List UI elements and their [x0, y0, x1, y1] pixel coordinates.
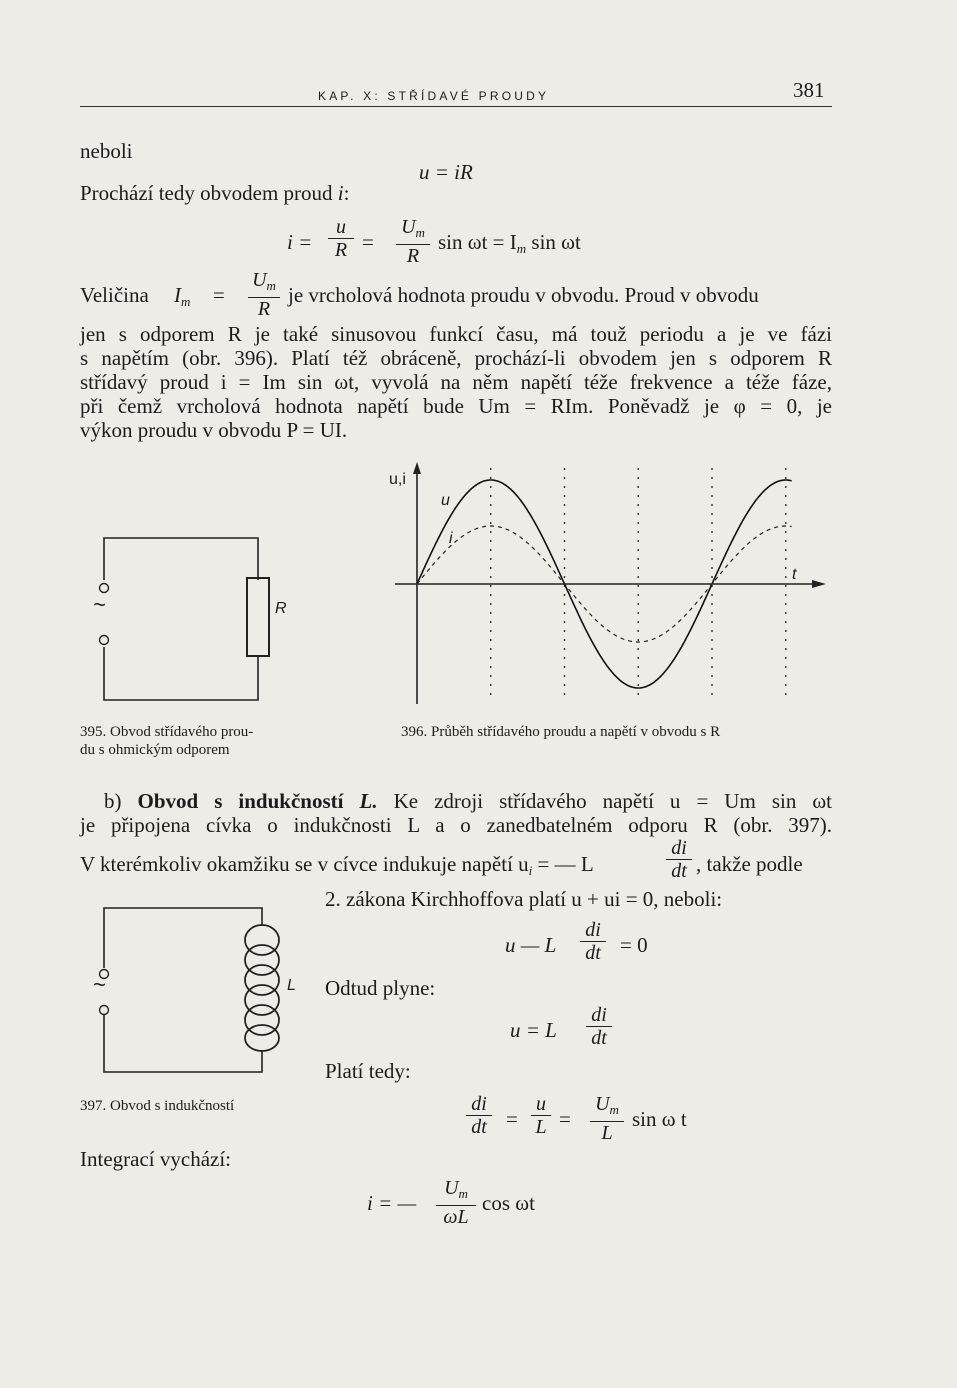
b-line4: 2. zákona Kirchhoffova platí u + ui = 0, neboli: — [325, 887, 723, 911]
eq6-left: i = — — [367, 1191, 417, 1215]
eq6-rest: cos ωt — [482, 1191, 535, 1215]
eq5-frac-Um-L: $U_m$ L — [590, 1094, 624, 1143]
b-line2: je připojena cívka o indukčnosti L a o zanedbatelném odporu R (obr. 397). — [80, 813, 832, 837]
b-line1: b) Obvod s indukčností L. Ke zdroji střídavého napětí u = Um sin ωt — [104, 789, 833, 813]
header-rule — [80, 106, 832, 107]
page-number: 381 — [793, 78, 825, 102]
running-header: KAP. X: STŘÍDAVÉ PROUDY — [318, 89, 550, 103]
fig396-y-axis-arrow — [413, 462, 421, 474]
p1-line1: jen s odporem R je také sinusovou funkcí času, má touž periodu a je ve fázi — [80, 322, 832, 346]
vel-frac-Um-R: $U_m$ R — [248, 270, 280, 319]
eq2-equals: = — [362, 230, 374, 254]
eq5-rest: sin ω t — [632, 1107, 687, 1131]
text-velicina: Veličina — [80, 283, 149, 307]
equation-u-ir: u = iR — [419, 160, 473, 184]
eq5-frac-u-L: u L — [531, 1094, 551, 1137]
text-prochazi: Prochází tedy obvodem proud i: — [80, 181, 350, 205]
eq5-frac-di-dt: di dt — [466, 1094, 492, 1137]
p1-line5: výkon proudu v obvodu P = UI. — [80, 418, 348, 442]
figure-396-waveform — [390, 462, 830, 712]
eq2-rest: $\sin \omega t = I_m$ sin ωt — [438, 230, 581, 256]
eq3-left: u — L — [505, 933, 557, 957]
b-line3-frac-di-dt: di dt — [666, 838, 692, 881]
fig395-label-R: R — [275, 600, 287, 617]
text-plati: Platí tedy: — [325, 1059, 411, 1083]
eq2-frac-u-R: u R — [328, 217, 354, 260]
figure-395-resistor-circuit — [90, 530, 290, 710]
fig397-label-L: L — [287, 977, 296, 994]
p1-line2: s napětím (obr. 396). Platí též obráceně, prochází-li obvodem jen s odporem R — [80, 346, 832, 370]
caption-395-line2: du s ohmickým odporem — [80, 742, 230, 758]
b-line3-end: , takže podle — [696, 852, 803, 876]
eq5-equals-2: = — [559, 1107, 571, 1131]
fig395-source-tilde: ~ — [93, 592, 106, 617]
eq3-right: = 0 — [620, 933, 648, 957]
b-line3-start: V kterémkoliv okamžiku se v cívce indukuje napětí $u_i$ = — L — [80, 852, 594, 878]
eq3-frac-di-dt: di dt — [580, 920, 606, 963]
fig396-curve-u-label: u — [441, 492, 450, 509]
eq6-frac-Um-omegaL: $U_m$ ωL — [436, 1178, 476, 1227]
eq4-left: u = L — [510, 1018, 557, 1042]
fig396-axis-ui-label: u,i — [389, 471, 406, 488]
figure-397-inductor-circuit — [90, 900, 310, 1085]
caption-396: 396. Průběh střídavého proudu a napětí v obvodu s R — [401, 724, 721, 740]
eq2-frac-Um-R: $U_m$ R — [396, 217, 430, 266]
caption-397: 397. Obvod s indukčností — [80, 1098, 235, 1114]
text-neboli: neboli — [80, 139, 133, 163]
eq4-frac-di-dt: di dt — [586, 1005, 612, 1048]
text-odtud: Odtud plyne: — [325, 976, 436, 1000]
caption-395-line1: 395. Obvod střídavého prou- — [80, 724, 254, 740]
fig396-axis-t-label: t — [792, 566, 797, 583]
fig397-source-tilde: ~ — [93, 972, 106, 997]
vel-rest: je vrcholová hodnota proudu v obvodu. Proud v obvodu — [288, 283, 759, 307]
eq5-equals-1: = — [506, 1107, 518, 1131]
vel-equals: = — [213, 283, 225, 307]
p1-line3: střídavý proud i = Im sin ωt, vyvolá na něm napětí téže frekvence a téže fáze, — [80, 370, 832, 394]
fig396-curve-i-label: i — [449, 530, 453, 547]
fig396-t-axis-arrow — [812, 580, 826, 588]
text-integraci: Integrací vychází: — [80, 1147, 231, 1171]
vel-Im: $I_m$ — [174, 283, 191, 309]
p1-line4: při čemž vrcholová hodnota napětí bude Um = RIm. Poněvadž je φ = 0, je — [80, 394, 832, 418]
eq2-i: i = — [287, 230, 313, 254]
